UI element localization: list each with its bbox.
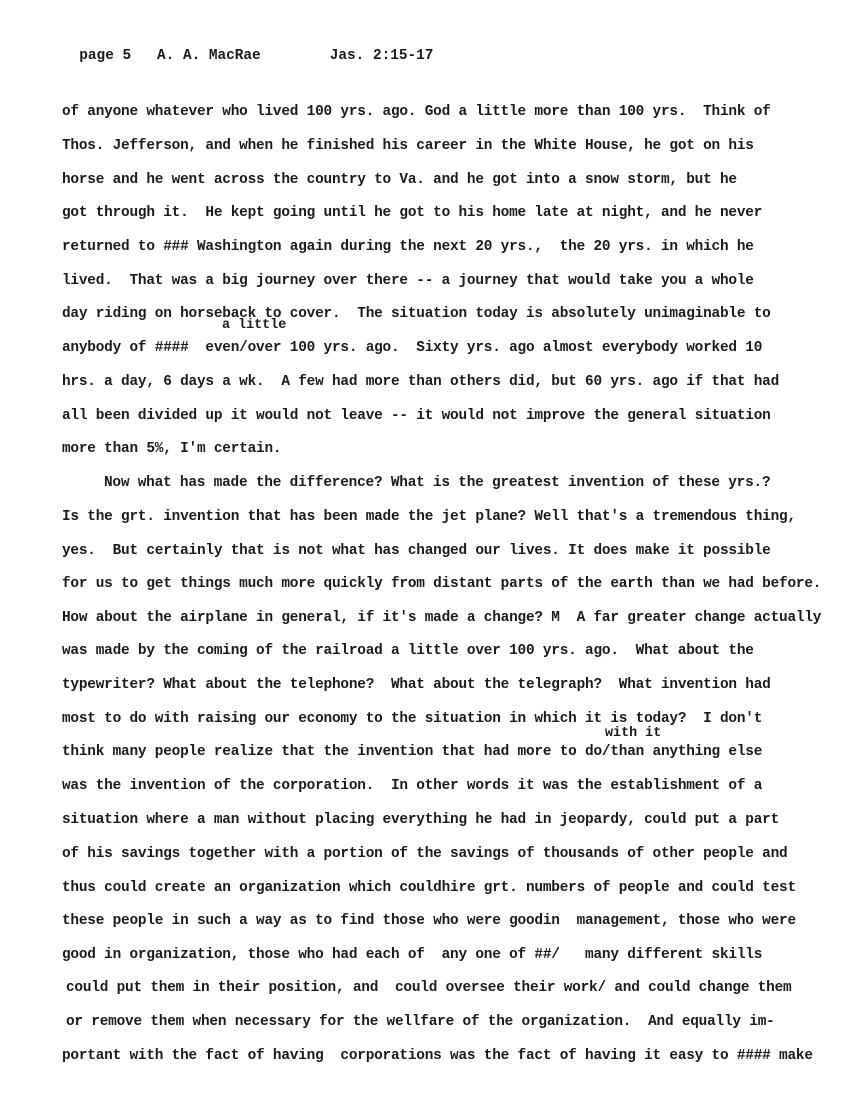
page-number: page 5 bbox=[79, 48, 132, 64]
text-line: How about the airplane in general, if it's made a change? M A far greater change actually bbox=[62, 610, 822, 626]
text-line: thus could create an organization which couldhire grt. numbers of people and could test bbox=[62, 880, 796, 896]
text-line: of anyone whatever who lived 100 yrs. ago. God a little more than 100 yrs. Think of bbox=[62, 104, 771, 120]
text-line: hrs. a day, 6 days a wk. A few had more than others did, but 60 yrs. ago if that had bbox=[62, 374, 780, 390]
text-line: got through it. He kept going until he got to his home late at night, and he never bbox=[62, 205, 763, 221]
text-line: or remove them when necessary for the wellfare of the organization. And equally im- bbox=[66, 1014, 775, 1030]
text-line: think many people realize that the invention that had more to do/than anything else bbox=[62, 744, 763, 760]
text-line: all been divided up it would not leave -- it would not improve the general situation bbox=[62, 408, 771, 424]
author-name: A. A. MacRae bbox=[157, 48, 261, 64]
text-line: situation where a man without placing everything he had in jeopardy, could put a part bbox=[62, 812, 780, 828]
text-line: more than 5%, I'm certain. bbox=[62, 441, 282, 457]
text-line: could put them in their position, and could oversee their work/ and could change them bbox=[66, 980, 792, 996]
text-line: Thos. Jefferson, and when he finished his career in the White House, he got on his bbox=[62, 138, 754, 154]
scripture-reference: Jas. 2:15-17 bbox=[329, 48, 434, 64]
handwritten-insertion: a little bbox=[222, 318, 287, 333]
text-line: was the invention of the corporation. In other words it was the establishment of a bbox=[62, 778, 763, 794]
text-line: Is the grt. invention that has been made the jet plane? Well that's a tremendous thing, bbox=[62, 509, 796, 525]
text-line: day riding on horseback to cover. The situation today is absolutely unimaginable to bbox=[62, 306, 771, 322]
text-line: lived. That was a big journey over there -- a journey that would take you a whole bbox=[62, 273, 754, 289]
text-line: for us to get things much more quickly from distant parts of the earth than we had before. bbox=[62, 576, 822, 592]
text-line: typewriter? What about the telephone? What about the telegraph? What invention had bbox=[62, 677, 771, 693]
text-line: was made by the coming of the railroad a little over 100 yrs. ago. What about the bbox=[62, 643, 754, 659]
text-line: anybody of #### even/over 100 yrs. ago. Sixty yrs. ago almost everybody worked 10 bbox=[62, 340, 763, 356]
text-line: most to do with raising our economy to the situation in which it is today? I don't bbox=[62, 711, 763, 727]
text-line: of his savings together with a portion of the savings of thousands of other people and bbox=[62, 846, 788, 862]
text-line: yes. But certainly that is not what has changed our lives. It does make it possible bbox=[62, 543, 771, 559]
text-line: these people in such a way as to find those who were goodin management, those who were bbox=[62, 913, 796, 929]
text-line: horse and he went across the country to Va. and he got into a snow storm, but he bbox=[62, 172, 737, 188]
page-header bbox=[62, 32, 433, 64]
text-line: good in organization, those who had each of any one of ##/ many different skills bbox=[62, 947, 763, 963]
text-line: Now what has made the difference? What is the greatest invention of these yrs.? bbox=[104, 475, 771, 491]
text-line: portant with the fact of having corporations was the fact of having it easy to #### make bbox=[62, 1048, 813, 1064]
text-line: returned to ### Washington again during the next 20 yrs., the 20 yrs. in which he bbox=[62, 239, 754, 255]
handwritten-insertion: with it bbox=[605, 726, 662, 741]
